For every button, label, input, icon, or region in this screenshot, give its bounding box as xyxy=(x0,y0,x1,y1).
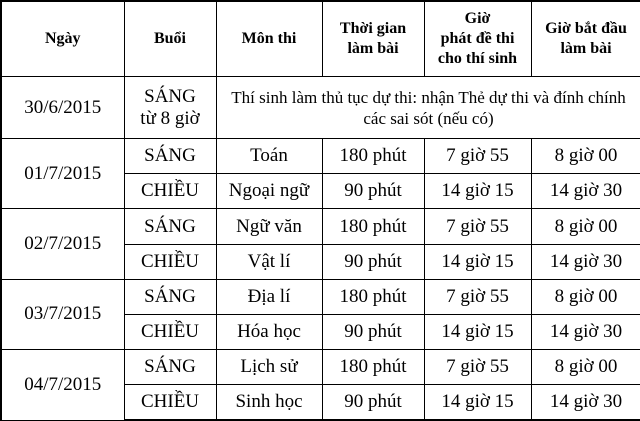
handout-time-cell: 14 giờ 15 xyxy=(424,244,531,279)
session-cell: SÁNG xyxy=(124,139,216,174)
duration-cell: 90 phút xyxy=(322,385,424,420)
duration-cell: 180 phút xyxy=(322,279,424,314)
start-time-cell: 8 giờ 00 xyxy=(531,279,640,314)
handout-time-cell: 7 giờ 55 xyxy=(424,139,531,174)
session-cell: CHIỀU xyxy=(124,174,216,209)
header-handout-line: phát đề thi xyxy=(440,29,515,47)
start-time-cell: 8 giờ 00 xyxy=(531,139,640,174)
handout-time-cell: 14 giờ 15 xyxy=(424,314,531,349)
start-time-cell: 14 giờ 30 xyxy=(531,244,640,279)
start-time-cell: 14 giờ 30 xyxy=(531,385,640,420)
subject-cell: Địa lí xyxy=(216,279,322,314)
session-cell: CHIỀU xyxy=(124,385,216,420)
date-cell: 30/6/2015 xyxy=(1,76,124,138)
handout-time-cell: 7 giờ 55 xyxy=(424,279,531,314)
session-cell: SÁNG xyxy=(124,209,216,244)
session-line: SÁNG xyxy=(144,85,196,107)
table-row xyxy=(1,209,640,244)
subject-cell: Toán xyxy=(216,139,322,174)
start-time-cell: 8 giờ 00 xyxy=(531,350,640,385)
date-cell: 02/7/2015 xyxy=(1,209,124,279)
date-cell: 01/7/2015 xyxy=(1,139,124,209)
start-time-cell: 14 giờ 30 xyxy=(531,174,640,209)
start-time-cell: 14 giờ 30 xyxy=(531,314,640,349)
header-row xyxy=(1,1,640,76)
header-start-line: làm bài xyxy=(560,39,612,57)
session-cell: CHIỀU xyxy=(124,244,216,279)
header-date: Ngày xyxy=(1,1,124,76)
subject-cell: Sinh học xyxy=(216,385,322,420)
session-line: từ 8 giờ xyxy=(140,107,200,129)
date-cell: 04/7/2015 xyxy=(1,350,124,420)
session-cell xyxy=(124,76,216,138)
header-handout-time xyxy=(424,1,531,76)
subject-cell: Lịch sử xyxy=(216,350,322,385)
session-cell: CHIỀU xyxy=(124,314,216,349)
duration-cell: 180 phút xyxy=(322,139,424,174)
handout-time-cell: 7 giờ 55 xyxy=(424,209,531,244)
duration-cell: 90 phút xyxy=(322,244,424,279)
table-row xyxy=(1,350,640,385)
registration-row xyxy=(1,76,640,138)
header-handout-line: cho thí sinh xyxy=(437,49,518,67)
header-session: Buổi xyxy=(124,1,216,76)
duration-cell: 90 phút xyxy=(322,174,424,209)
subject-cell: Ngữ văn xyxy=(216,209,322,244)
header-start-line: Giờ bắt đầu xyxy=(545,19,627,37)
header-subject: Môn thi xyxy=(216,1,322,76)
subject-cell: Ngoại ngữ xyxy=(216,174,322,209)
start-time-cell: 8 giờ 00 xyxy=(531,209,640,244)
session-cell: SÁNG xyxy=(124,350,216,385)
header-handout-line: Giờ xyxy=(464,9,491,27)
subject-cell: Hóa học xyxy=(216,314,322,349)
header-duration xyxy=(322,1,424,76)
duration-cell: 180 phút xyxy=(322,350,424,385)
header-duration-line: làm bài xyxy=(347,39,399,57)
table-row xyxy=(1,279,640,314)
subject-cell: Vật lí xyxy=(216,244,322,279)
table-row xyxy=(1,139,640,174)
duration-cell: 90 phút xyxy=(322,314,424,349)
registration-note: Thí sinh làm thủ tục dự thi: nhận Thẻ dự thi và đính chính các sai sót (nếu có) xyxy=(216,76,640,138)
session-cell: SÁNG xyxy=(124,279,216,314)
handout-time-cell: 7 giờ 55 xyxy=(424,350,531,385)
header-start-time xyxy=(531,1,640,76)
handout-time-cell: 14 giờ 15 xyxy=(424,385,531,420)
header-duration-line: Thời gian xyxy=(339,19,407,37)
date-cell: 03/7/2015 xyxy=(1,279,124,349)
handout-time-cell: 14 giờ 15 xyxy=(424,174,531,209)
duration-cell: 180 phút xyxy=(322,209,424,244)
